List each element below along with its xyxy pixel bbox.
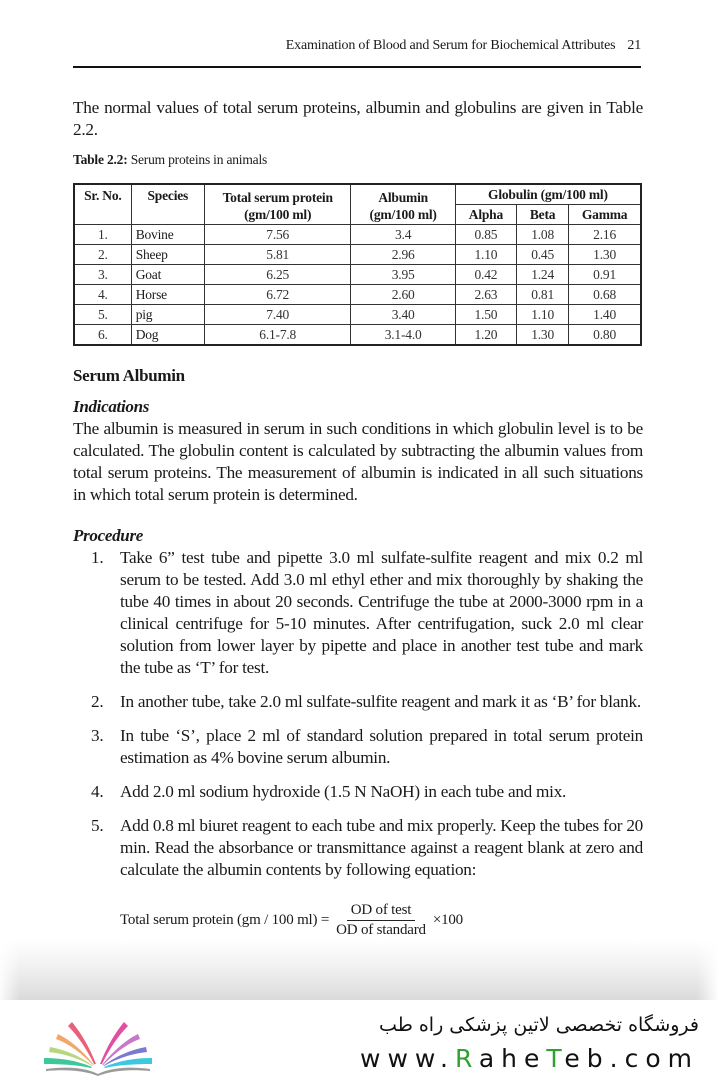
table-row bbox=[74, 225, 641, 245]
cell-species: Sheep bbox=[131, 245, 204, 265]
cell-beta: 1.10 bbox=[517, 305, 569, 325]
shop-url bbox=[360, 1044, 699, 1073]
step-text: In tube ‘S’, place 2 ml of standard solution prepared in total serum protein estimation as 4% bovine serum albumin. bbox=[120, 726, 643, 767]
col-header-albumin-line1: Albumin bbox=[378, 189, 428, 205]
col-header-gamma: Gamma bbox=[569, 205, 641, 225]
cell-sr: 5. bbox=[74, 305, 131, 325]
cell-alpha: 1.10 bbox=[455, 245, 516, 265]
cell-total: 7.40 bbox=[204, 305, 351, 325]
url-part: ahe bbox=[478, 1044, 547, 1073]
step-number: 1. bbox=[91, 548, 104, 567]
table-caption-label: Table 2.2: bbox=[73, 152, 128, 167]
cell-total: 6.1-7.8 bbox=[204, 325, 351, 346]
cell-gamma: 0.91 bbox=[569, 265, 641, 285]
page-number: 21 bbox=[627, 38, 641, 53]
cell-gamma: 1.30 bbox=[569, 245, 641, 265]
equation-lhs: Total serum protein (gm / 100 ml) = bbox=[120, 912, 330, 928]
equation-multiplier: ×100 bbox=[432, 912, 463, 928]
cell-gamma: 1.40 bbox=[569, 305, 641, 325]
cell-total: 5.81 bbox=[204, 245, 351, 265]
table-row bbox=[74, 325, 641, 346]
procedure-steps bbox=[73, 547, 643, 893]
cell-sr: 6. bbox=[74, 325, 131, 346]
step-text: Add 2.0 ml sodium hydroxide (1.5 N NaOH) in each tube and mix. bbox=[120, 782, 567, 801]
table-row bbox=[74, 305, 641, 325]
col-header-species: Species bbox=[131, 184, 204, 225]
cell-species: pig bbox=[131, 305, 204, 325]
procedure-step bbox=[73, 815, 643, 881]
cell-sr: 4. bbox=[74, 285, 131, 305]
cell-total: 6.25 bbox=[204, 265, 351, 285]
cell-species: Dog bbox=[131, 325, 204, 346]
cell-beta: 0.45 bbox=[517, 245, 569, 265]
header-rule bbox=[73, 66, 641, 68]
cell-alpha: 1.20 bbox=[455, 325, 516, 346]
col-header-albumin bbox=[351, 184, 455, 225]
col-header-globulin: Globulin (gm/100 ml) bbox=[455, 184, 641, 205]
cell-total: 7.56 bbox=[204, 225, 351, 245]
running-title: Examination of Blood and Serum for Biochemical Attributes bbox=[285, 38, 616, 53]
indications-paragraph: The albumin is measured in serum in such conditions in which globulin level is to be calculated. The globulin content is calculated by subtracting the albumin values from total serum proteins. The measurement of albumin is indicated in all such situations in which total serum protein is determined. bbox=[73, 419, 643, 504]
cell-albumin: 3.1-4.0 bbox=[351, 325, 455, 346]
cell-species: Bovine bbox=[131, 225, 204, 245]
table-row bbox=[74, 285, 641, 305]
cell-total: 6.72 bbox=[204, 285, 351, 305]
cell-alpha: 2.63 bbox=[455, 285, 516, 305]
albumin-equation bbox=[120, 902, 463, 939]
step-number: 2. bbox=[91, 692, 104, 711]
serum-proteins-table bbox=[73, 183, 642, 346]
step-number: 3. bbox=[91, 726, 104, 745]
cell-albumin: 3.95 bbox=[351, 265, 455, 285]
url-part: eb.com bbox=[564, 1044, 699, 1073]
cell-beta: 1.30 bbox=[517, 325, 569, 346]
running-head bbox=[73, 38, 641, 54]
subheading-indications: Indications bbox=[73, 397, 150, 416]
col-header-albumin-line2: (gm/100 ml) bbox=[369, 206, 437, 222]
table-caption-text: Serum proteins in animals bbox=[127, 152, 268, 167]
step-number: 5. bbox=[91, 816, 104, 835]
cell-species: Goat bbox=[131, 265, 204, 285]
cell-sr: 2. bbox=[74, 245, 131, 265]
url-accent-letter: R bbox=[455, 1044, 479, 1073]
cell-gamma: 2.16 bbox=[569, 225, 641, 245]
equation-numerator: OD of test bbox=[347, 902, 416, 921]
procedure-step bbox=[73, 691, 643, 713]
cell-alpha: 1.50 bbox=[455, 305, 516, 325]
step-text: Take 6” test tube and pipette 3.0 ml sulfate-sulfite reagent and mix 0.2 ml serum to be tested. Add 3.0 ml ethyl ether and mix thoroughly by shaking the tube 40 times in about 20 seconds. Centrifuge the tube at 2000-3000 rpm in a clinical centrifuge for 5-10 minutes. After centrifugation, suck 2.0 ml clear solution from lower layer by pipette and place in another test tube and mark the tube as ‘T’ for test. bbox=[120, 548, 643, 677]
col-header-total-line1: Total serum protein bbox=[222, 189, 333, 205]
table-row bbox=[74, 265, 641, 285]
open-book-rainbow-icon bbox=[38, 1014, 158, 1076]
watermark-footer bbox=[0, 1000, 717, 1080]
col-header-total-line2: (gm/100 ml) bbox=[244, 206, 312, 222]
equation-denominator: OD of standard bbox=[336, 922, 426, 938]
cell-beta: 1.08 bbox=[517, 225, 569, 245]
cell-albumin: 3.40 bbox=[351, 305, 455, 325]
equation-fraction bbox=[332, 902, 430, 939]
cell-sr: 3. bbox=[74, 265, 131, 285]
shop-name: فروشگاه تخصصی لاتین پزشکی راه طب bbox=[379, 1014, 699, 1036]
cell-alpha: 0.85 bbox=[455, 225, 516, 245]
cell-alpha: 0.42 bbox=[455, 265, 516, 285]
cell-beta: 0.81 bbox=[517, 285, 569, 305]
cell-beta: 1.24 bbox=[517, 265, 569, 285]
cell-albumin: 2.96 bbox=[351, 245, 455, 265]
url-accent-letter: T bbox=[546, 1044, 565, 1073]
table-row bbox=[74, 245, 641, 265]
step-text: In another tube, take 2.0 ml sulfate-sulfite reagent and mark it as ‘B’ for blank. bbox=[120, 692, 641, 711]
col-header-sr-no: Sr. No. bbox=[74, 184, 131, 225]
step-text: Add 0.8 ml biuret reagent to each tube and mix properly. Keep the tubes for 20 min. Read the absorbance or transmittance against a reagent blank at zero and calculate the albumin contents by following equation: bbox=[120, 816, 644, 879]
col-header-total-protein bbox=[204, 184, 351, 225]
table-caption bbox=[73, 152, 267, 168]
procedure-step bbox=[73, 781, 643, 803]
procedure-step bbox=[73, 547, 643, 679]
url-part: www. bbox=[360, 1044, 455, 1073]
step-number: 4. bbox=[91, 782, 104, 801]
col-header-beta: Beta bbox=[517, 205, 569, 225]
subheading-procedure: Procedure bbox=[73, 526, 144, 545]
cell-gamma: 0.80 bbox=[569, 325, 641, 346]
intro-paragraph: The normal values of total serum proteins, albumin and globulins are given in Table 2.2. bbox=[73, 98, 643, 139]
cell-albumin: 3.4 bbox=[351, 225, 455, 245]
col-header-alpha: Alpha bbox=[455, 205, 516, 225]
cell-albumin: 2.60 bbox=[351, 285, 455, 305]
cell-gamma: 0.68 bbox=[569, 285, 641, 305]
procedure-step bbox=[73, 725, 643, 769]
cell-species: Horse bbox=[131, 285, 204, 305]
cell-sr: 1. bbox=[74, 225, 131, 245]
section-heading-serum-albumin: Serum Albumin bbox=[73, 366, 185, 385]
